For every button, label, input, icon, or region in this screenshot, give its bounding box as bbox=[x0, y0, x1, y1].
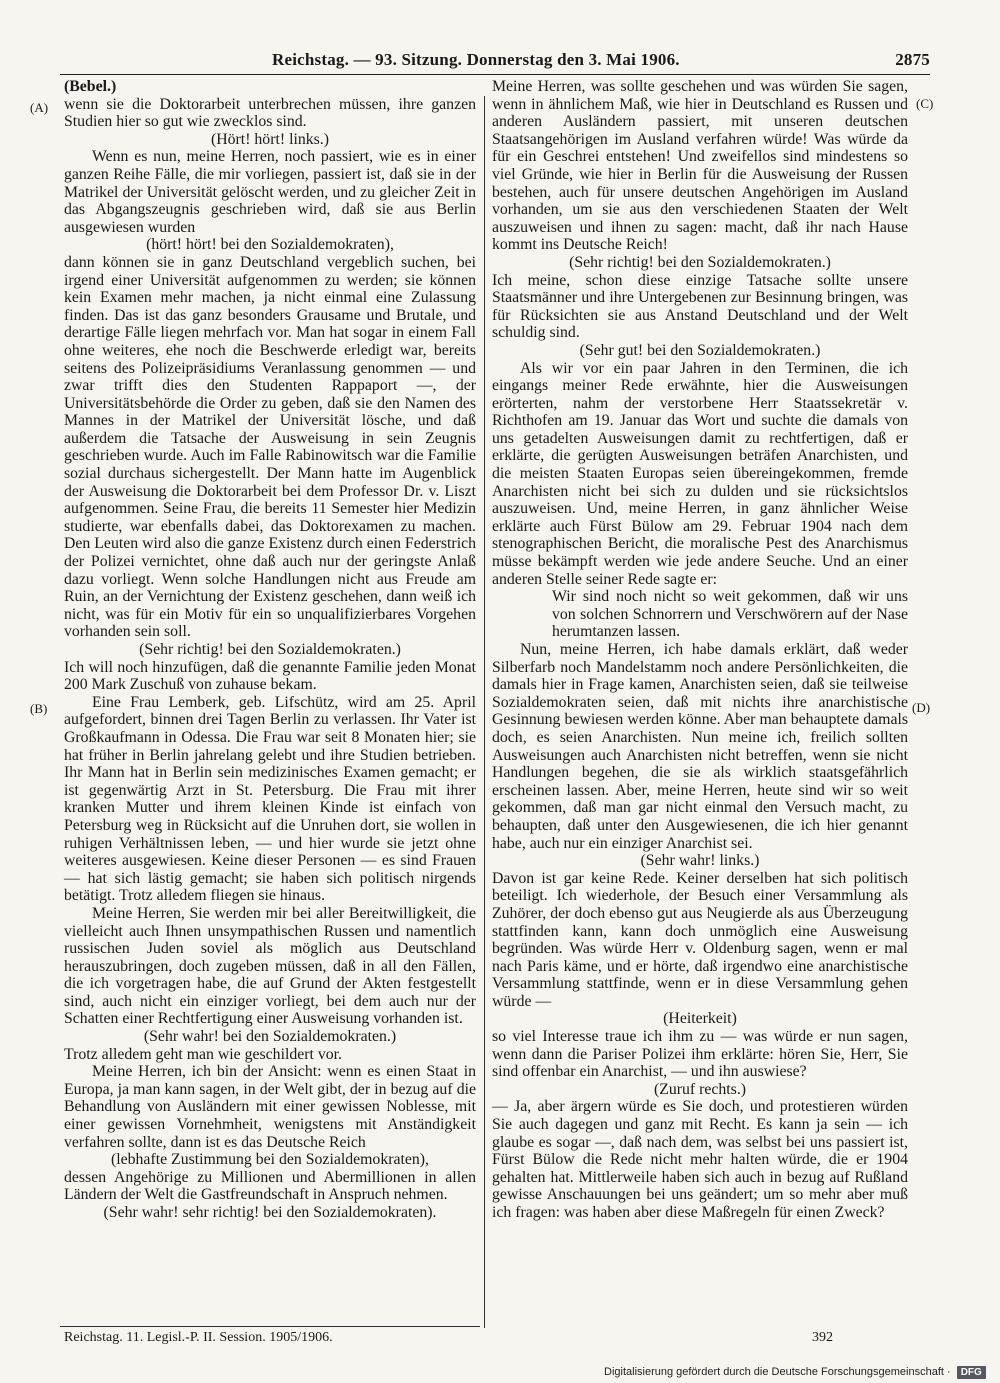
left-column-paragraph: Wenn es nun, meine Herren, noch passiert, wie es in einer ganzen Reihe Fälle, die mir vorliegen, passiert ist, daß sie in der Matrikel der Universität gelöscht werden, und zu gleicher Zeit in das Abgangszeugnis geschrieben wird, daß sie aus Berlin ausgewiesen wurden bbox=[64, 148, 476, 236]
margin-marker-d: (D) bbox=[912, 700, 931, 715]
page-number: 2875 bbox=[895, 50, 930, 69]
right-column-paragraph: Nun, meine Herren, ich habe damals erklärt, daß weder Silberfarb noch Mandelstamm noch andere Persönlichkeiten, die damals hier in Frage kamen, Anarchisten seien, daß sie teilweise Sozialdemokraten seien, daß mit nichts ihre anarchistische Gesinnung bewiesen werden könne. Aber man behauptete damals doch, es seien Anarchisten. Nun meine ich, freilich sollten Ausweisungen auch Anarchisten nicht betreffen, wenn sie nicht Handlungen begehen, die sie als wirklich staatsgefährlich erscheinen lassen. Aber, meine Herren, heute sind wir so weit gekommen, daß man gar nicht einmal den Versuch macht, zu behaupten, daß unter den Ausgewiesenen, die ich hier genannt habe, auch nur ein einziger Anarchist sei. bbox=[492, 641, 908, 852]
left-column-paragraph: Meine Herren, ich bin der Ansicht: wenn es einen Staat in Europa, ja man kann sagen, in der Welt gibt, der in bezug auf die Behandlung von Ausländern mit einer gewissen Noblesse, mit einer gewissen Vornehmheit, wenigstens mit Anständigkeit verfahren sollte, dann ist es das Deutsche Reich bbox=[64, 1063, 476, 1151]
left-column-paragraph: dann können sie in ganz Deutschland vergeblich suchen, bei irgend einer Universität aufgenommen zu werden; sie können kein Examen mehr machen, ja nicht einmal eine Zulassung finden. Das ist das ganz besonders Grausame und Brutale, und derartige Fälle liegen mehrfach vor. Man hat sogar in einem Fall ohne weiteres, ehe noch die Beschwerde erledigt war, bereits seitens des Polizeipräsidiums Veranlassung genommen — und zwar trifft dies den Studenten Rappaport —, der Universitätsbehörde die Order zu geben, daß sie den Namen des Mannes in der Matrikel der Universität lösche, und daß außerdem die Tatsache der Ausweisung in sein Zeugnis geschrieben wurde. Auch im Falle Rabinowitsch war die Familie sozial durchaus sichergestellt. Der Mann hatte im Augenblick der Ausweisung die Doktorarbeit bei dem Professor Dr. v. Liszt aufgenommen. Seine Frau, die bereits 11 Semester hier Medizin studierte, war ebenfalls dabei, das Doktorexamen zu machen. Den Leuten wird also die ganze Existenz durch einen Federstrich der Polizei vernichtet, ohne daß auch nur der geringste Anlaß dazu vorliegt. Wenn solche Handlungen nicht aus Freude am Ruin, an der Vernichtung der Existenz geschehen, dann weiß ich nicht, was für ein Motiv für ein so unqualifizierbares Vorgehen vorhanden sein soll. bbox=[64, 253, 476, 641]
page-header bbox=[60, 48, 930, 72]
right-column-paragraph: (Sehr richtig! bei den Sozialdemokraten.) bbox=[569, 253, 831, 271]
footer-session-line: Reichstag. 11. Legisl.-P. II. Session. 1905/1906. bbox=[64, 1330, 333, 1345]
left-column-paragraph: (Sehr wahr! sehr richtig! bei den Sozialdemokraten). bbox=[103, 1204, 437, 1221]
header-rule bbox=[60, 74, 930, 75]
left-column-paragraph: (Sehr wahr! bei den Sozialdemokraten.) bbox=[143, 1028, 397, 1046]
right-column-paragraph: — Ja, aber ärgern würde es Sie doch, und protestieren würden Sie auch dagegen und ganz mit Recht. Es kann ja sein — ich glaube es sogar —, daß nach dem, was selbst bei uns passiert ist, Fürst Bülow die Rede nicht mehr halten würde, die er 1904 gehalten hat. Mittlerweile haben sich auch in bezug auf Rußland gewisse Anschauungen bei uns geändert; um so mehr aber muß ich fragen: was haben aber diese Maßregeln für einen Zweck? bbox=[492, 1098, 908, 1221]
right-column-paragraph: Meine Herren, was sollte geschehen und was würden Sie sagen, wenn in ähnlichem Maß, wie hier in Deutschland es Russen und anderen Ausländern passiert, mit unseren deutschen Staatsangehörigen im Ausland verfahren würde! Was würde da für ein Geschrei entstehen! Und zweifellos sind mindestens so viel Gründe, wie hier in Berlin für die Ausweisung der Russen bestehen, auch für unsere deutschen Angehörigen im Ausland vorhanden, um sie aus den verschiedenen Staaten der Welt auszuweisen und ihnen zu sagen: macht, daß ihr nach Hause kommt ins Deutsche Reich! bbox=[492, 78, 908, 254]
left-column-paragraph: Ich will noch hinzufügen, daß die genannte Familie jeden Monat 200 Mark Zuschuß von zuhause bekam. bbox=[64, 658, 476, 694]
right-column-paragraph: Als wir vor ein paar Jahren in den Terminen, die ich eingangs meiner Rede erwähnte, hier die Ausweisungen erörterten, nahm der verstorbene Herr Staatssekretär v. Richthofen am 19. Januar das Wort und suchte die damals von uns getadelten Ausweisungen damit zu rechtfertigen, daß er erklärte, die gerügten Ausweisungen beträfen Anarchisten, und die meisten Staaten Europas seien übereingekommen, fremde Anarchisten nicht bei sich zu dulden und sie rücksichtslos auszuweisen. Und, meine Herren, in ganz ähnlicher Weise erklärte auch Fürst Bülow am 29. Februar 1904 nach dem stenographischen Bericht, die moralische Pest des Anarchismus müsse bekämpft werden wie jede andere Seuche. Und an einer anderen Stelle seiner Rede sagte er: bbox=[492, 359, 908, 588]
right-column-paragraph: Ich meine, schon diese einzige Tatsache sollte unsere Staatsmänner und ihre Untergebenen zur Besinnung bringen, was für Rücksichten sie aus Anstand Deutschland und der Welt schuldig sind. bbox=[492, 271, 908, 342]
left-column-paragraph: wenn sie die Doktorarbeit unterbrechen müssen, ihre ganzen Studien hier so gut wie zwecklos sind. bbox=[64, 95, 476, 131]
right-column-paragraph: Davon ist gar keine Rede. Keiner derselben hat sich politisch beteiligt. Ich wiederhole, der Besuch einer Versammlung als Zuhörer, der doch ebenso gut aus Neugierde als aus Überzeugung stattfinden kann, kann doch unmöglich eine Ausweisung begründen. Was würde Herr v. Oldenburg sagen, wenn er mal nach Paris käme, und er hörte, daß irgendwo eine anarchistische Versammlung stattfinde, wenn er in diese Versammlung gehen würde — bbox=[492, 869, 908, 1010]
right-column-paragraph: (Sehr wahr! links.) bbox=[640, 852, 760, 870]
right-column-paragraph: Wir sind noch nicht so weit gekommen, daß wir uns von solchen Schnorrern und Verschwörern auf der Nase herumtanzen lassen. bbox=[552, 588, 908, 641]
left-column-paragraph: Eine Frau Lemberk, geb. Lifschütz, wird am 25. April aufgefordert, binnen drei Tagen Berlin zu verlassen. Ihr Vater ist Großkaufmann in Odessa. Die Frau war seit 8 Monaten hier; sie hat früher in Berlin jahrelang gelebt und ihre Studien betrieben. Ihr Mann hat in Berlin sein medizinisches Examen gemacht; er ist gegenwärtig Arzt in St. Petersburg. Die Frau mit ihrer kranken Mutter und ihrem kleinen Kinde ist einfach von Petersburg weg in Rücksicht auf die Unruhen dort, sie wollen in ruhigen Verhältnissen leben, — und hier wurde sie jetzt ohne weiteres ausgewiesen. Keine dieser Personen — es sind Frauen — hat sich lästig gemacht; sie haben sich politisch nirgends betätigt. Trotz alledem fliegen sie hinaus. bbox=[64, 693, 476, 905]
margin-marker-a: (A) bbox=[30, 100, 49, 115]
left-column-paragraph: (Sehr richtig! bei den Sozialdemokraten.) bbox=[139, 641, 401, 658]
right-column-paragraph: (Sehr gut! bei den Sozialdemokraten.) bbox=[579, 341, 821, 359]
footer-rule bbox=[60, 1326, 480, 1327]
margin-marker-c: (C) bbox=[916, 96, 934, 111]
right-column-paragraph: (Heiterkeit) bbox=[663, 1010, 737, 1028]
left-column-paragraph: (lebhafte Zustimmung bei den Sozialdemokraten), bbox=[110, 1151, 430, 1169]
left-column bbox=[64, 78, 476, 1222]
margin-marker-b: (B) bbox=[30, 701, 48, 716]
left-column-paragraph: Meine Herren, Sie werden mir bei aller Bereitwilligkeit, die vielleicht auch Ihnen unsympathischen Russen und namentlich russischen Juden soviel als möglich aus Deutschland herauszubringen, doch zugeben müssen, daß in all den Fällen, die ich vorgetragen habe, die auf Grund der Akten festgestellt sind, auch nicht ein einziger vorliegt, bei dem auch nur der Schatten einer Rechtfertigung einer Ausweisung vorhanden ist. bbox=[64, 904, 476, 1028]
right-column bbox=[492, 78, 908, 1222]
right-column-paragraph: (Zuruf rechts.) bbox=[653, 1080, 747, 1098]
right-column-paragraph: so viel Interesse traue ich ihm zu — was würde er nun sagen, wenn dann die Pariser Polizei ihm erklärte: hören Sie, Herr, Sie sind offenbar ein Anarchist, — und ihn auswiese? bbox=[492, 1028, 908, 1081]
digitization-text: Digitalisierung gefördert durch die Deutsche Forschungsgemeinschaft · bbox=[604, 1366, 951, 1378]
digitization-notice bbox=[604, 1364, 986, 1380]
left-column-paragraph: (hört! hört! bei den Sozialdemokraten), bbox=[146, 236, 394, 254]
left-column-paragraph: Trotz alledem geht man wie geschildert vor. bbox=[64, 1045, 342, 1063]
running-title: Reichstag. — 93. Sitzung. Donnerstag den 3. Mai 1906. bbox=[272, 50, 680, 69]
column-divider bbox=[484, 96, 485, 1328]
left-column-paragraph: (Hört! hört! links.) bbox=[210, 130, 329, 148]
signature-mark: 392 bbox=[812, 1330, 833, 1345]
dfg-logo: DFG bbox=[957, 1366, 986, 1379]
left-column-paragraph: dessen Angehörige zu Millionen und Abermillionen in allen Ländern der Welt die Gastfreundschaft in Anspruch nehmen. bbox=[64, 1168, 476, 1204]
left-column-paragraph: (Bebel.) bbox=[64, 78, 117, 95]
